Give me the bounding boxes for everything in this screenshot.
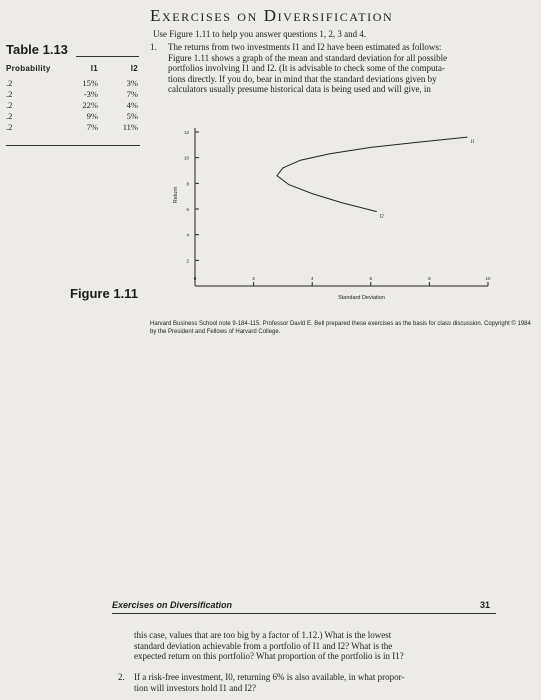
intro-text: Use Figure 1.11 to help you answer questions 1, 2, 3 and 4.	[153, 29, 367, 39]
table-row	[6, 78, 140, 89]
cell-i2: 7%	[126, 89, 138, 99]
table-row	[6, 111, 140, 122]
y-tick-label: 6	[186, 207, 189, 212]
figure-chart	[150, 118, 490, 303]
continuation-line: this case, values that are too big by a factor of 1.12.) What is the lowest	[134, 630, 392, 640]
exercise-line: portfolios involving I1 and I2. (It is advisable to check some of the computa-	[168, 63, 445, 73]
table-title-rule	[76, 56, 139, 57]
header-i1: I1	[90, 64, 98, 73]
y-axis-label: Return	[173, 186, 179, 204]
table-header-row	[6, 64, 140, 78]
x-tick-label: 2	[252, 276, 255, 281]
x-tick-label: 4	[310, 276, 314, 281]
y-tick-label: 12	[183, 130, 189, 135]
y-tick-label: 2	[186, 258, 189, 264]
exercise-line: calculators usually presume historical data is being used and will give, in	[168, 84, 431, 94]
y-tick-label: 10	[183, 155, 189, 161]
copyright-note: Harvard Business School note 9-184-115. Professor David E. Bell prepared these exercises as the basis for class discussion. Copyright © 1984 by the President and Fellows of Harvard College.	[150, 321, 531, 335]
exercise-number: 2.	[118, 672, 125, 682]
cell-probability: .2	[6, 100, 13, 110]
x-axis-label: Standard Deviation	[338, 295, 385, 301]
exercise-2	[118, 672, 518, 693]
table-row	[6, 100, 140, 111]
x-tick-label: 8	[428, 276, 431, 281]
cell-i1: 9%	[86, 111, 98, 121]
cell-i2: 3%	[126, 78, 138, 88]
exercise-1	[150, 42, 535, 95]
exercise-line: tion will investors hold I1 and I2?	[134, 682, 256, 693]
table-bottom-rule	[6, 145, 140, 146]
continuation-text	[134, 630, 514, 662]
cell-i1: -3%	[83, 89, 98, 99]
exercise-number: 1.	[150, 42, 157, 52]
exercise-line: If a risk-free investment, I0, returning 6% is also available, in what propor-	[134, 672, 405, 682]
cell-probability: .2	[6, 122, 13, 132]
series-label: I2	[379, 214, 384, 220]
cell-i2: 4%	[126, 100, 138, 110]
exercise-line: tions directly. If you do, bear in mind that the standard deviations given by	[168, 73, 437, 84]
returns-table	[6, 64, 140, 133]
exercise-line: Figure 1.11 shows a graph of the mean and standard deviation for all possible	[168, 52, 448, 63]
page-title: Exercises on Diversification	[150, 6, 394, 25]
continuation-line: expected return on this portfolio? What proportion of the portfolio is in I1?	[134, 651, 404, 661]
table-row	[6, 89, 140, 100]
x-tick-label: 0	[193, 276, 197, 281]
cell-i1: 22%	[82, 100, 98, 110]
figure-label: Figure 1.11	[70, 286, 138, 301]
cell-i2: 5%	[126, 111, 138, 121]
cell-i1: 15%	[82, 78, 98, 88]
table-row	[6, 122, 140, 133]
x-tick-label: 6	[369, 276, 373, 281]
header-i2: I2	[130, 64, 138, 73]
exercise-line: The returns from two investments I1 and I2 have been estimated as follows:	[168, 42, 442, 52]
cell-i2: 11%	[122, 122, 138, 132]
table-title: Table 1.13	[6, 42, 68, 57]
cell-probability: .2	[6, 78, 13, 88]
y-tick-label: 8	[186, 181, 189, 187]
cell-probability: .2	[6, 89, 13, 99]
running-footer-title: Exercises on Diversification	[112, 600, 233, 610]
x-tick-label: 10	[485, 276, 491, 281]
footer-rule	[112, 613, 496, 614]
y-tick-label: 4	[186, 232, 189, 238]
continuation-line: standard deviation achievable from a portfolio of I1 and I2? What is the	[134, 640, 393, 651]
cell-probability: .2	[6, 111, 13, 121]
portfolio-frontier-curve	[277, 137, 468, 212]
cell-i1: 7%	[86, 122, 98, 132]
series-label: I1	[470, 140, 475, 146]
header-probability: Probability	[6, 64, 51, 73]
page-number: 31	[480, 600, 491, 610]
